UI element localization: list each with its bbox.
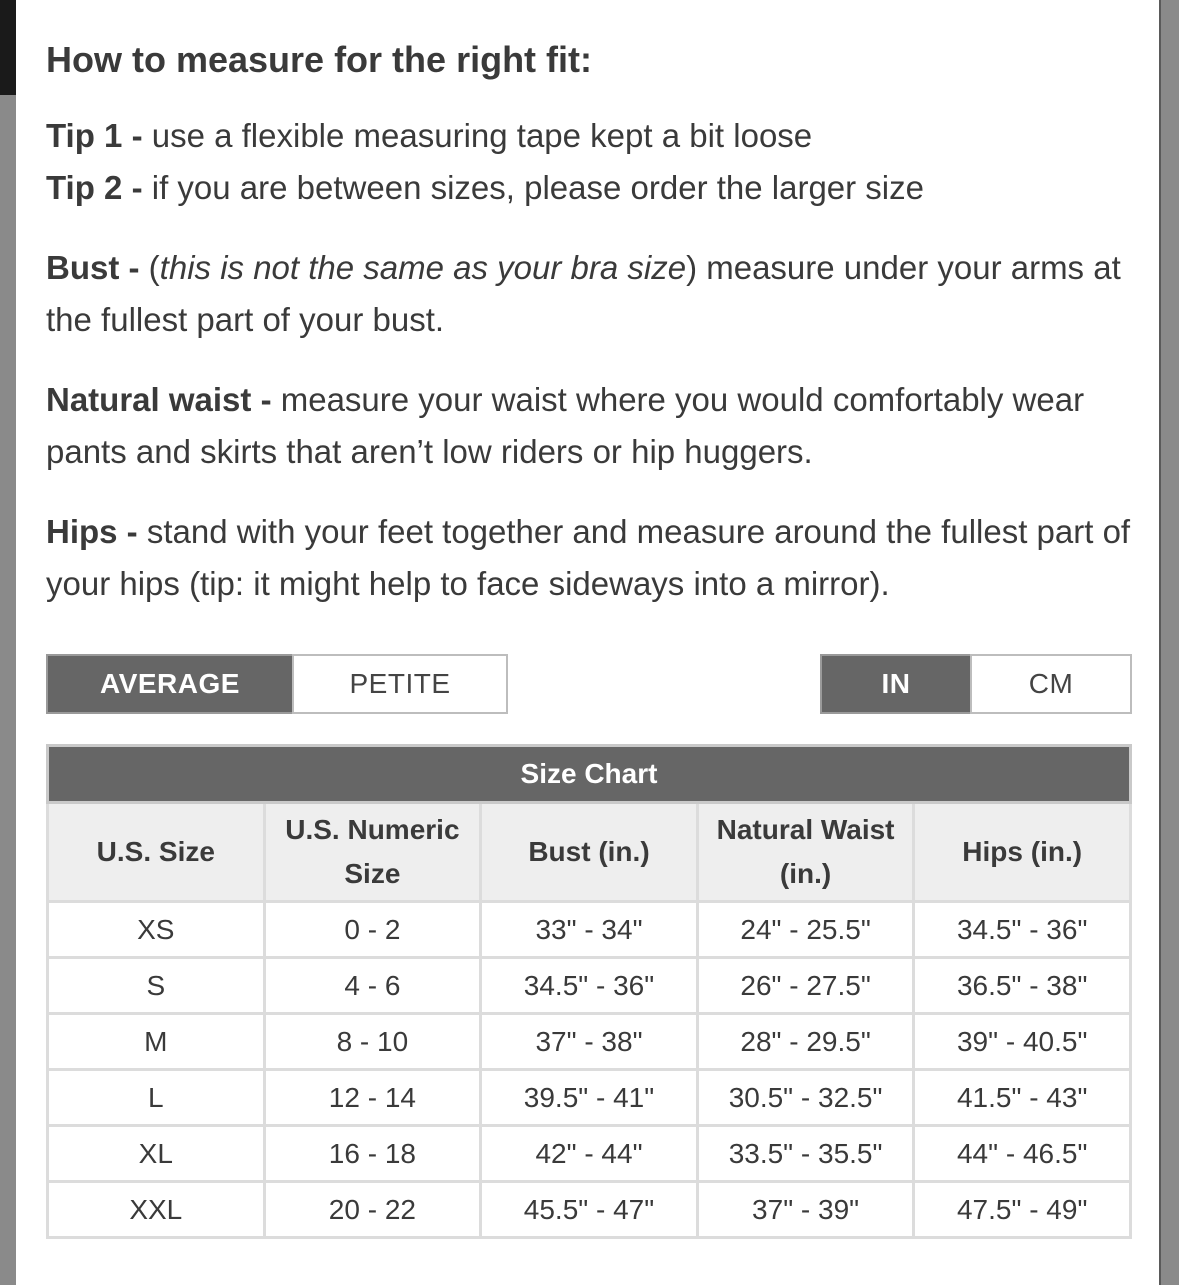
tip-2	[46, 162, 1136, 214]
fit-option-petite[interactable]: PETITE	[292, 654, 508, 714]
bust-text: ) measure under your arms at the fullest part of your bust.	[46, 248, 1121, 338]
tip-1	[46, 110, 1136, 162]
cell-numeric-size: 16 - 18	[264, 1126, 481, 1182]
cell-waist: 33.5" - 35.5"	[697, 1126, 914, 1182]
backdrop-edge-left	[0, 95, 16, 1285]
cell-waist: 24" - 25.5"	[697, 902, 914, 958]
backdrop-edge-dark	[0, 0, 16, 95]
bust-note: this is not the same as your bra size	[159, 248, 687, 286]
fit-option-average[interactable]: AVERAGE	[46, 654, 294, 714]
table-row	[48, 1014, 1131, 1070]
backdrop-edge-right	[1161, 0, 1179, 1285]
column-header-hips: Hips (in.)	[914, 803, 1131, 902]
hips-instructions	[46, 506, 1136, 610]
cell-hips: 47.5" - 49"	[914, 1182, 1131, 1238]
cell-hips: 44" - 46.5"	[914, 1126, 1131, 1182]
cell-numeric-size: 12 - 14	[264, 1070, 481, 1126]
cell-us-size: XL	[48, 1126, 265, 1182]
table-row	[48, 1126, 1131, 1182]
cell-waist: 26" - 27.5"	[697, 958, 914, 1014]
hips-label: Hips -	[46, 512, 138, 550]
column-header-natural-waist: Natural Waist (in.)	[697, 803, 914, 902]
bust-open: (	[139, 248, 160, 286]
column-header-us-size: U.S. Size	[48, 803, 265, 902]
cell-hips: 34.5" - 36"	[914, 902, 1131, 958]
unit-option-cm[interactable]: CM	[970, 654, 1132, 714]
column-header-numeric-size: U.S. Numeric Size	[264, 803, 481, 902]
tip-2-text: if you are between sizes, please order the larger size	[142, 168, 924, 206]
table-row	[48, 902, 1131, 958]
cell-bust: 34.5" - 36"	[481, 958, 698, 1014]
tip-1-text: use a flexible measuring tape kept a bit loose	[142, 116, 813, 154]
cell-us-size: M	[48, 1014, 265, 1070]
cell-us-size: XXL	[48, 1182, 265, 1238]
table-row	[48, 1070, 1131, 1126]
cell-bust: 42" - 44"	[481, 1126, 698, 1182]
cell-bust: 39.5" - 41"	[481, 1070, 698, 1126]
table-title: Size Chart	[48, 746, 1131, 803]
cell-bust: 33" - 34"	[481, 902, 698, 958]
waist-instructions	[46, 374, 1136, 478]
table-header-row	[48, 803, 1131, 902]
tips-block	[46, 110, 1136, 214]
cell-hips: 36.5" - 38"	[914, 958, 1131, 1014]
bust-label: Bust -	[46, 248, 140, 286]
cell-numeric-size: 0 - 2	[264, 902, 481, 958]
table-title-row	[48, 746, 1131, 803]
hips-text: stand with your feet together and measure around the fullest part of your hips (tip: it might help to face sideways into a mirror).	[46, 512, 1131, 602]
cell-numeric-size: 8 - 10	[264, 1014, 481, 1070]
size-guide-content	[46, 40, 1136, 610]
table-row	[48, 958, 1131, 1014]
page-title: How to measure for the right fit:	[46, 39, 593, 80]
cell-numeric-size: 4 - 6	[264, 958, 481, 1014]
tip-2-label: Tip 2 -	[46, 168, 143, 206]
cell-hips: 39" - 40.5"	[914, 1014, 1131, 1070]
cell-us-size: XS	[48, 902, 265, 958]
table-row	[48, 1182, 1131, 1238]
cell-us-size: S	[48, 958, 265, 1014]
cell-hips: 41.5" - 43"	[914, 1070, 1131, 1126]
cell-numeric-size: 20 - 22	[264, 1182, 481, 1238]
size-chart-table	[46, 744, 1132, 1239]
cell-bust: 45.5" - 47"	[481, 1182, 698, 1238]
toggle-row	[46, 654, 1132, 714]
waist-text: measure your waist where you would comfortably wear pants and skirts that aren’t low riders or hip huggers.	[46, 380, 1085, 470]
cell-bust: 37" - 38"	[481, 1014, 698, 1070]
cell-waist: 28" - 29.5"	[697, 1014, 914, 1070]
waist-label: Natural waist -	[46, 380, 272, 418]
cell-waist: 37" - 39"	[697, 1182, 914, 1238]
cell-waist: 30.5" - 32.5"	[697, 1070, 914, 1126]
unit-option-in[interactable]: IN	[820, 654, 972, 714]
tip-1-label: Tip 1 -	[46, 116, 143, 154]
column-header-bust: Bust (in.)	[481, 803, 698, 902]
bust-instructions	[46, 242, 1136, 346]
size-chart	[46, 744, 1132, 1239]
cell-us-size: L	[48, 1070, 265, 1126]
